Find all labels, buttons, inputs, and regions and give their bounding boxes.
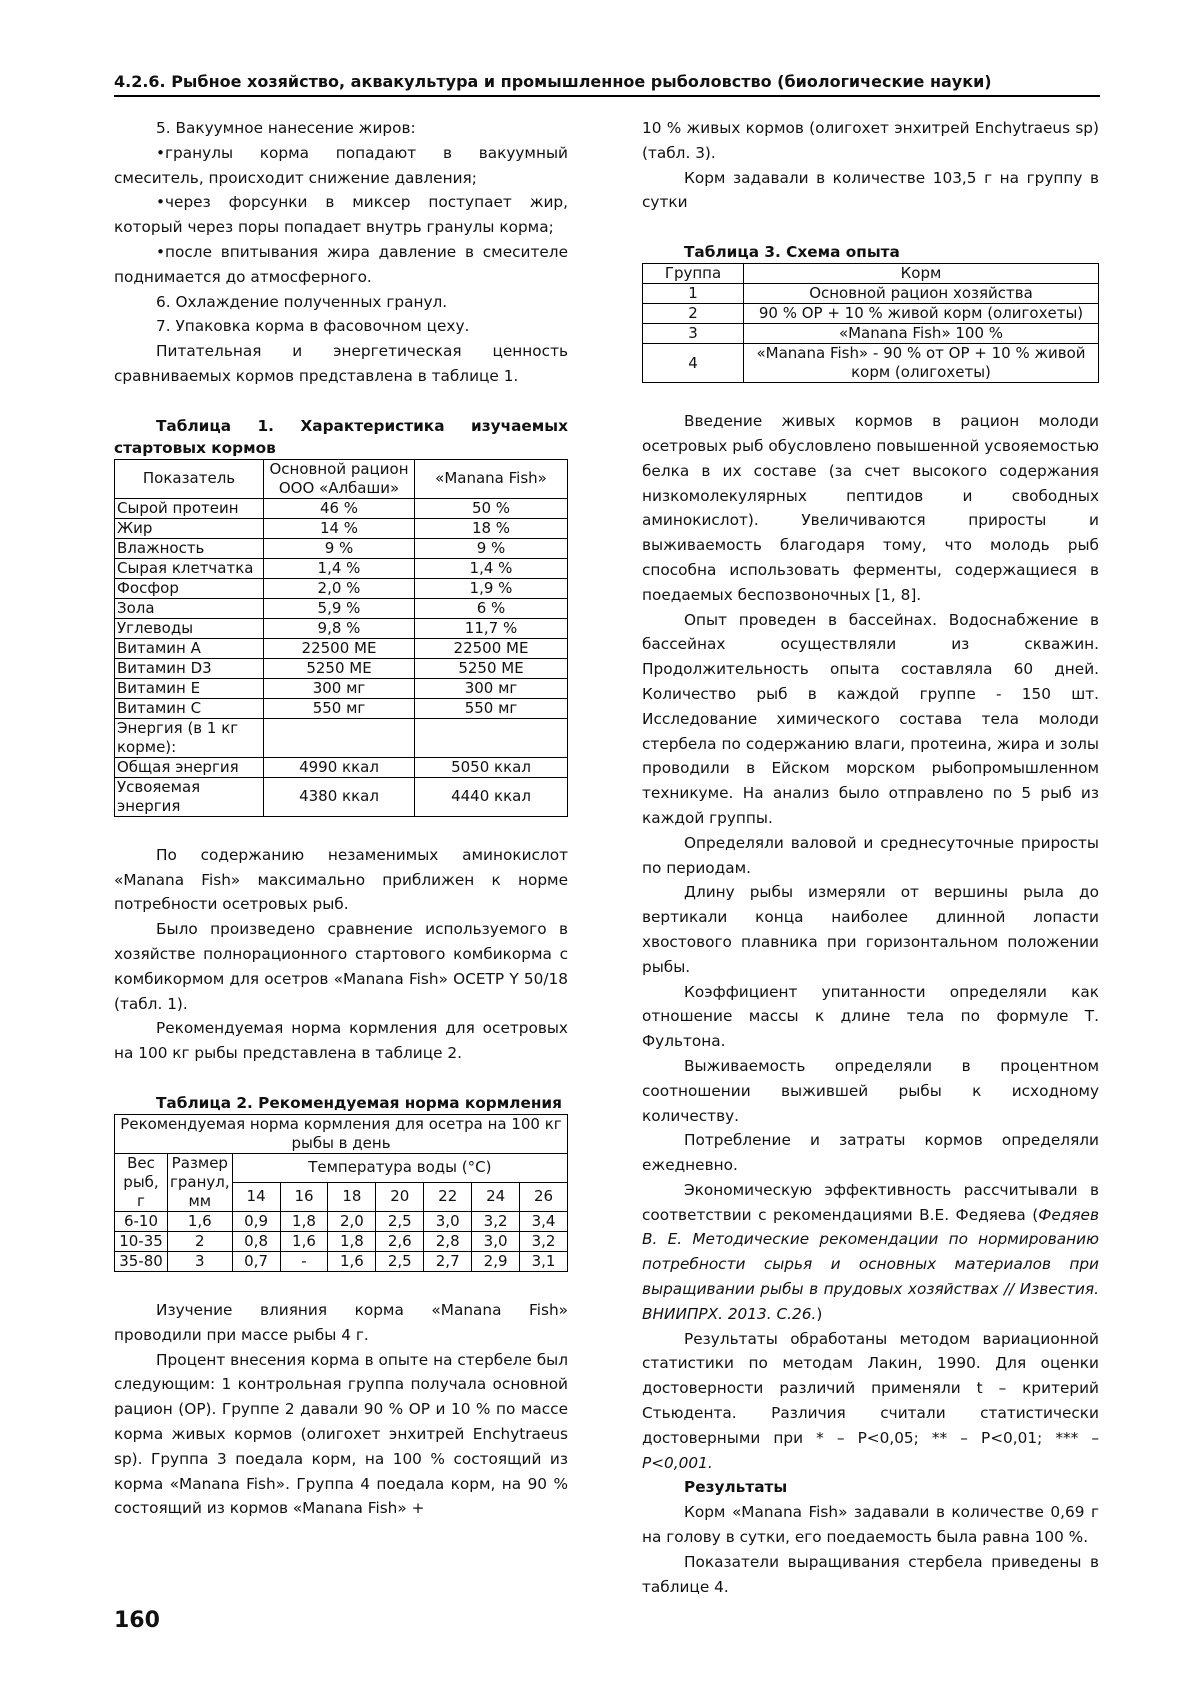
paragraph: 10 % живых кормов (олигохет энхитрей Enchytraeus sp) (табл. 3). bbox=[642, 116, 1099, 166]
table-cell: Усвояемая энергия bbox=[115, 777, 264, 816]
table-row bbox=[643, 304, 1099, 324]
table-cell: 300 мг bbox=[264, 678, 415, 698]
table3-caption: Таблица 3. Схема опыта bbox=[642, 241, 1099, 263]
table-cell: 2,7 bbox=[424, 1251, 472, 1271]
table-cell: 300 мг bbox=[415, 678, 568, 698]
table-row bbox=[115, 538, 568, 558]
table-cell: 2 bbox=[643, 304, 744, 324]
table-cell: 0,8 bbox=[232, 1231, 280, 1251]
table-row bbox=[643, 324, 1099, 344]
table-cell: 26 bbox=[520, 1182, 568, 1211]
table-row bbox=[115, 1231, 568, 1251]
table-cell: 1,8 bbox=[280, 1211, 328, 1231]
table2-temp-header: Температура воды (°С) bbox=[232, 1153, 567, 1182]
table-cell: 4 bbox=[643, 344, 744, 383]
table-row bbox=[115, 1251, 568, 1271]
table-cell: Фосфор bbox=[115, 578, 264, 598]
table-row bbox=[115, 1211, 568, 1231]
paragraph: •гранулы корма попадают в вакуумный смеситель, происходит снижение давления; bbox=[114, 141, 568, 191]
table-cell: «Manana Fish» 100 % bbox=[744, 324, 1099, 344]
table-cell: Общая энергия bbox=[115, 757, 264, 777]
table-row bbox=[643, 344, 1099, 383]
paragraph: Питательная и энергетическая ценность сравниваемых кормов представлена в таблице 1. bbox=[114, 339, 568, 389]
table-cell: 50 % bbox=[415, 498, 568, 518]
paragraph: По содержанию незаменимых аминокислот «Manana Fish» максимально приближен к норме потребности осетровых рыб. bbox=[114, 843, 568, 917]
table1-caption: Таблица 1. Характеристика изучаемых стартовых кормов bbox=[114, 415, 568, 459]
table2-caption: Таблица 2. Рекомендуемая норма кормления bbox=[114, 1092, 568, 1114]
table-cell: 3 bbox=[643, 324, 744, 344]
paragraph: Длину рыбы измеряли от вершины рыла до вертикали конца наиболее длинной лопасти хвостового плавника при горизонтальном положении рыбы. bbox=[642, 880, 1099, 979]
table3-header: Группа bbox=[643, 264, 744, 284]
paragraph: Выживаемость определяли в процентном соотношении выжившей рыбы к исходному количеству. bbox=[642, 1054, 1099, 1128]
page-number: 160 bbox=[114, 1608, 160, 1633]
table-cell: 1,9 % bbox=[415, 578, 568, 598]
table2-title: Рекомендуемая норма кормления для осетра на 100 кг рыбы в день bbox=[115, 1114, 568, 1153]
table-cell: 5,9 % bbox=[264, 598, 415, 618]
table1-header: Показатель bbox=[115, 459, 264, 498]
table-cell: 3 bbox=[168, 1251, 233, 1271]
paragraph: Определяли валовой и среднесуточные приросты по периодам. bbox=[642, 831, 1099, 881]
table-cell: 18 % bbox=[415, 518, 568, 538]
paragraph: Было произведено сравнение используемого в хозяйстве полнорационного стартового комбикорма с комбикормом для осетров «Manana Fish» ОСЕТР Y 50/18 (табл. 1). bbox=[114, 917, 568, 1016]
table-row bbox=[115, 618, 568, 638]
table-cell: 550 мг bbox=[415, 698, 568, 718]
table-cell: 5250 МЕ bbox=[264, 658, 415, 678]
table-cell: 2,0 % bbox=[264, 578, 415, 598]
table-cell: 22 bbox=[424, 1182, 472, 1211]
table-cell: Основной рацион хозяйства bbox=[744, 284, 1099, 304]
table-row bbox=[115, 578, 568, 598]
paragraph: Введение живых кормов в рацион молоди осетровых рыб обусловлено повышенной усвояемостью белка в их составе (за счет высокого содержания низкомолекулярных пептидов и свободных аминокислот). Увеличиваются приросты и выживаемость благодаря тому, что молодь рыб способна использовать ферменты, содержащиеся в поедаемых беспозвоночных [1, 8]. bbox=[642, 409, 1099, 607]
table-cell: 2,9 bbox=[472, 1251, 520, 1271]
table-cell: 1 bbox=[643, 284, 744, 304]
table-cell: Сырой протеин bbox=[115, 498, 264, 518]
table-cell: Витамин D3 bbox=[115, 658, 264, 678]
table-cell: 3,2 bbox=[472, 1211, 520, 1231]
table-cell: 3,0 bbox=[472, 1231, 520, 1251]
table-row bbox=[115, 678, 568, 698]
table-cell: Витамин Е bbox=[115, 678, 264, 698]
table-cell: 4990 ккал bbox=[264, 757, 415, 777]
table-cell: 4440 ккал bbox=[415, 777, 568, 816]
table2-col-size: Размер гранул, мм bbox=[168, 1153, 233, 1211]
table-row bbox=[643, 284, 1099, 304]
table-cell: 24 bbox=[472, 1182, 520, 1211]
table2 bbox=[114, 1114, 568, 1272]
table2-col-weight: Вес рыб, г bbox=[115, 1153, 168, 1211]
table-cell: 46 % bbox=[264, 498, 415, 518]
table1-header: «Manana Fish» bbox=[415, 459, 568, 498]
table-cell: 1,6 bbox=[328, 1251, 376, 1271]
paragraph-stats: Результаты обработаны методом вариационной статистики по методам Лакин, 1990. Для оценки достоверности различий применяли t – критерий Стьюдента. Различия считали статистически достоверными при * – Р<0,05; ** – Р<0,01; *** – Р<0,001. bbox=[642, 1327, 1099, 1476]
table-cell: 2,5 bbox=[376, 1211, 424, 1231]
table-row bbox=[115, 698, 568, 718]
table-cell: 3,2 bbox=[520, 1231, 568, 1251]
table-row bbox=[115, 638, 568, 658]
table-row bbox=[115, 658, 568, 678]
table-cell: 3,0 bbox=[424, 1211, 472, 1231]
table-cell: «Manana Fish» - 90 % от ОР + 10 % живой корм (олигохеты) bbox=[744, 344, 1099, 383]
table3 bbox=[642, 263, 1099, 383]
table-cell: 1,4 % bbox=[415, 558, 568, 578]
table-cell bbox=[415, 718, 568, 757]
table1-header: Основной рацион ООО «Албаши» bbox=[264, 459, 415, 498]
paragraph: Корм задавали в количестве 103,5 г на группу в сутки bbox=[642, 166, 1099, 216]
left-column bbox=[114, 116, 568, 1521]
table-cell: 0,9 bbox=[232, 1211, 280, 1231]
paragraph: Показатели выращивания стербела приведены в таблице 4. bbox=[642, 1550, 1099, 1600]
table-cell: 90 % ОР + 10 % живой корм (олигохеты) bbox=[744, 304, 1099, 324]
table-row bbox=[115, 718, 568, 757]
table-cell: 22500 МЕ bbox=[415, 638, 568, 658]
table-cell: 9 % bbox=[264, 538, 415, 558]
table-cell: 2,5 bbox=[376, 1251, 424, 1271]
table-cell: 18 bbox=[328, 1182, 376, 1211]
table-cell: 3,1 bbox=[520, 1251, 568, 1271]
table-cell: 1,4 % bbox=[264, 558, 415, 578]
paragraph: Рекомендуемая норма кормления для осетровых на 100 кг рыбы представлена в таблице 2. bbox=[114, 1016, 568, 1066]
paragraph: •через форсунки в миксер поступает жир, который через поры попадает внутрь гранулы корма; bbox=[114, 190, 568, 240]
table-cell: 20 bbox=[376, 1182, 424, 1211]
table-cell: 6 % bbox=[415, 598, 568, 618]
table-cell: 35-80 bbox=[115, 1251, 168, 1271]
table-cell bbox=[264, 718, 415, 757]
table-cell: 16 bbox=[280, 1182, 328, 1211]
table-cell: 11,7 % bbox=[415, 618, 568, 638]
paragraph: 7. Упаковка корма в фасовочном цеху. bbox=[114, 314, 568, 339]
paragraph: Корм «Manana Fish» задавали в количестве 0,69 г на голову в сутки, его поедаемость была равна 100 %. bbox=[642, 1500, 1099, 1550]
table-cell: 2,6 bbox=[376, 1231, 424, 1251]
table-cell: Жир bbox=[115, 518, 264, 538]
table-cell: 14 % bbox=[264, 518, 415, 538]
table-cell: 1,6 bbox=[280, 1231, 328, 1251]
table-cell: 1,8 bbox=[328, 1231, 376, 1251]
table-cell: 5250 МЕ bbox=[415, 658, 568, 678]
table-row bbox=[115, 518, 568, 538]
table-cell: 9,8 % bbox=[264, 618, 415, 638]
table-cell: 1,6 bbox=[168, 1211, 233, 1231]
paragraph: Коэффициент упитанности определяли как отношение массы к длине тела по формуле Т. Фультона. bbox=[642, 980, 1099, 1054]
paragraph: Потребление и затраты кормов определяли ежедневно. bbox=[642, 1128, 1099, 1178]
table-cell: Витамин А bbox=[115, 638, 264, 658]
table-cell: Углеводы bbox=[115, 618, 264, 638]
paragraph: Процент внесения корма в опыте на стербеле был следующим: 1 контрольная группа получала основной рацион (ОР). Группе 2 давали 90 % ОР и 10 % по массе корма живых кормов (олигохет энхитрей Enchytraeus sp). Группа 3 поедала корм, на 100 % состоящий из корма «Manana Fish». Группа 4 поедала корм, на 90 % состоящий из кормов «Manana Fish» + bbox=[114, 1348, 568, 1522]
paragraph-econ: Экономическую эффективность рассчитывали в соответствии с рекомендациями В.Е. Федяева (Федяев В. Е. Методические рекомендации по нормированию потребности сырья и основных материалов при выращивании рыбы в прудовых хозяйствах // Известия. ВНИИПРХ. 2013. С.26.) bbox=[642, 1178, 1099, 1327]
table-cell: 550 мг bbox=[264, 698, 415, 718]
table-cell: - bbox=[280, 1251, 328, 1271]
paragraph: 5. Вакуумное нанесение жиров: bbox=[114, 116, 568, 141]
table-cell: Энергия (в 1 кг корме): bbox=[115, 718, 264, 757]
table-row bbox=[115, 498, 568, 518]
table-cell: 22500 МЕ bbox=[264, 638, 415, 658]
table1 bbox=[114, 459, 568, 817]
table-row bbox=[115, 598, 568, 618]
table-cell: 0,7 bbox=[232, 1251, 280, 1271]
table-cell: 14 bbox=[232, 1182, 280, 1211]
table-row bbox=[115, 558, 568, 578]
table3-header: Корм bbox=[744, 264, 1099, 284]
paragraph: 6. Охлаждение полученных гранул. bbox=[114, 290, 568, 315]
table-cell: Витамин С bbox=[115, 698, 264, 718]
table-row bbox=[115, 777, 568, 816]
table-cell: 5050 ккал bbox=[415, 757, 568, 777]
table-cell: 2,8 bbox=[424, 1231, 472, 1251]
table-cell: Зола bbox=[115, 598, 264, 618]
running-header: 4.2.6. Рыбное хозяйство, аквакультура и промышленное рыболовство (биологические науки) bbox=[114, 72, 1100, 97]
paragraph: Опыт проведен в бассейнах. Водоснабжение в бассейнах осуществляли из скважин. Продолжительность опыта составляла 60 дней. Количество рыб в каждой группе - 150 шт. Исследование химического состава тела молоди стербела по содержанию влаги, протеина, жира и золы проводили в Ейском морском рыбопромышленном техникуме. На анализ было отправлено по 5 рыб из каждой группы. bbox=[642, 608, 1099, 831]
table-cell: 4380 ккал bbox=[264, 777, 415, 816]
table-cell: 10-35 bbox=[115, 1231, 168, 1251]
table-cell: 6-10 bbox=[115, 1211, 168, 1231]
right-column bbox=[642, 116, 1099, 1599]
table-cell: Сырая клетчатка bbox=[115, 558, 264, 578]
table-cell: Влажность bbox=[115, 538, 264, 558]
results-heading: Результаты bbox=[642, 1475, 1099, 1500]
paragraph: •после впитывания жира давление в смесителе поднимается до атмосферного. bbox=[114, 240, 568, 290]
table-cell: 3,4 bbox=[520, 1211, 568, 1231]
table-cell: 2,0 bbox=[328, 1211, 376, 1231]
paragraph: Изучение влияния корма «Manana Fish» проводили при массе рыбы 4 г. bbox=[114, 1298, 568, 1348]
table-row bbox=[115, 757, 568, 777]
table-cell: 2 bbox=[168, 1231, 233, 1251]
table-cell: 9 % bbox=[415, 538, 568, 558]
